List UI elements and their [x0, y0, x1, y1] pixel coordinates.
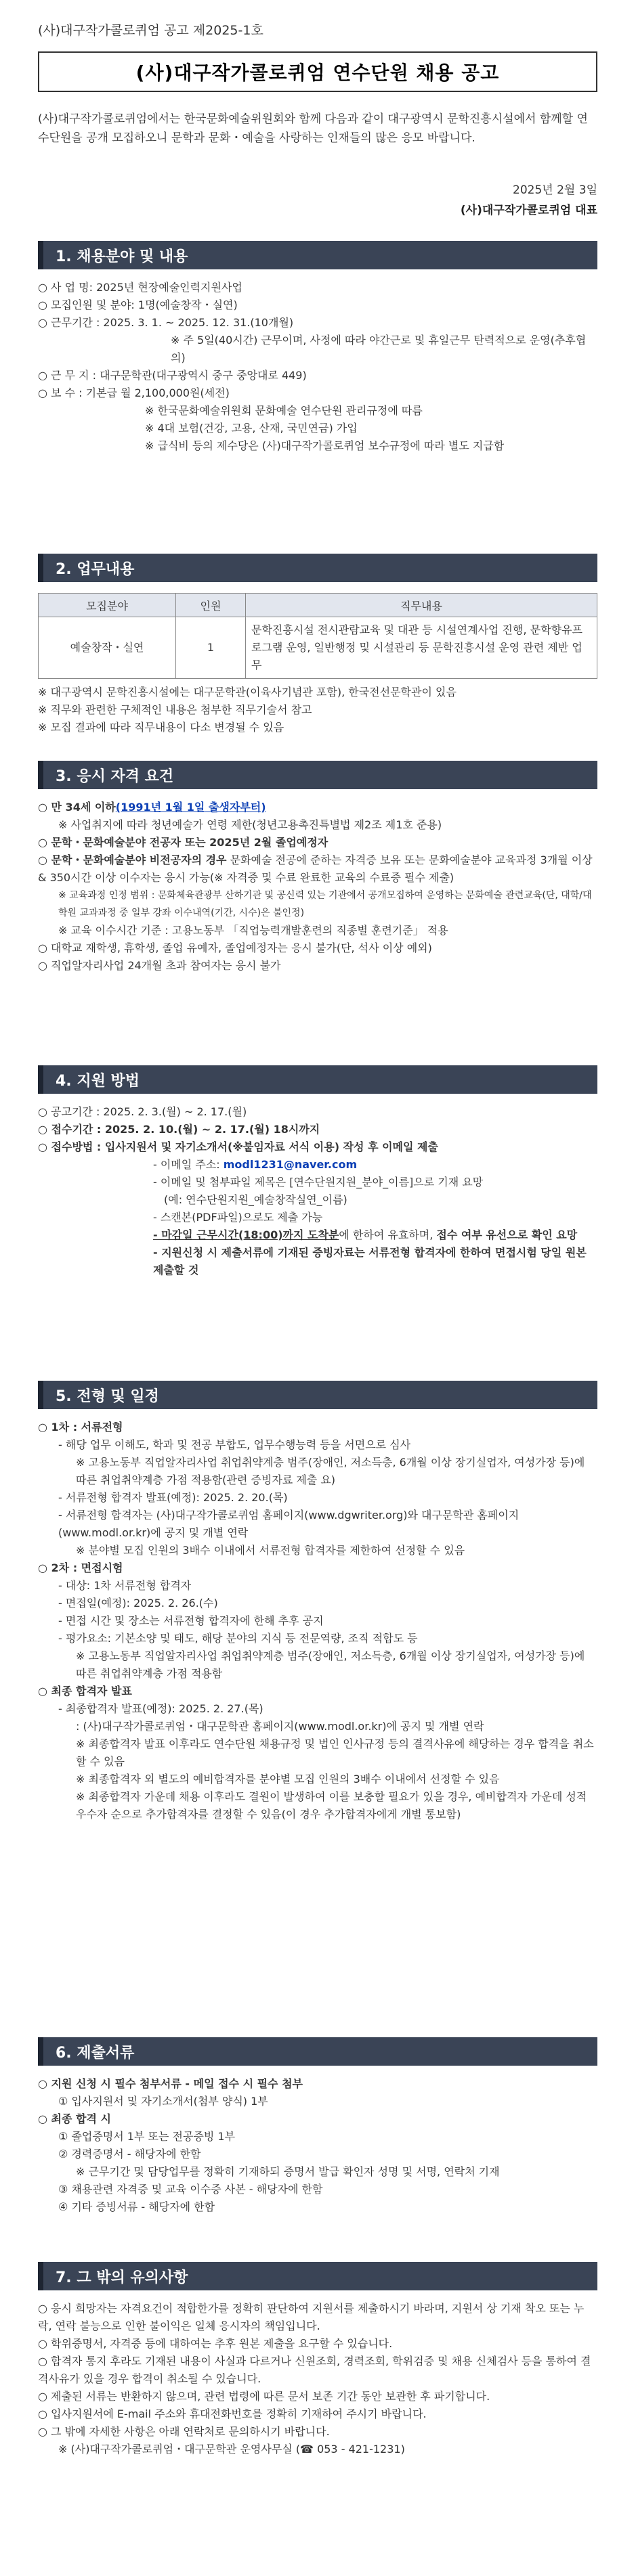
s7-line: ○ 그 밖에 자세한 사항은 아래 연락처로 문의하시기 바랍니다. — [38, 2425, 330, 2438]
s6-line: ③ 채용관련 자격증 및 교육 이수증 사본 - 해당자에 한함 — [58, 2183, 323, 2196]
s6-line: ① 졸업증명서 1부 또는 전공증빙 1부 — [58, 2130, 236, 2143]
s1-line: ○ 근무기간 : 2025. 3. 1. ~ 2025. 12. 31.(10개월) — [38, 316, 294, 329]
table-cell: 1 — [176, 617, 246, 679]
section-7-body — [38, 2300, 597, 2458]
signature: (사)대구작가콜로퀴엄 대표 — [460, 204, 597, 217]
s4-line: ○ 접수방법 : 입사지원서 및 자기소개서(※붙임자료 서식 이용) 작성 후 이메일 제출 — [38, 1140, 438, 1153]
s4-line — [38, 1156, 597, 1174]
s5-line: : (사)대구작가콜로퀴엄・대구문학관 홈페이지(www.modl.or.kr)에 공지 및 개별 연락 — [76, 1720, 484, 1733]
s7-contact: ※ (사)대구작가콜로퀴엄・대구문학관 운영사무실 (☎ 053 - 421-1231) — [58, 2443, 405, 2456]
s1-line: ※ 급식비 등의 제수당은 (사)대구작가콜로퀴엄 보수규정에 따라 별도 지급함 — [145, 439, 505, 452]
s6-line: ② 경력증명서 - 해당자에 한함 — [58, 2148, 201, 2160]
s3-nonmajor: ○ 문학・문화예술분야 비전공자의 경우 — [38, 853, 227, 866]
duty-table-header — [39, 594, 597, 617]
s6-line: ○ 지원 신청 시 필수 첨부서류 - 메일 접수 시 필수 첨부 — [38, 2077, 303, 2090]
s5-line: ※ 고용노동부 직업알자리사업 취업취약계층 범주(장애인, 저소득층, 6개월 이상 장기실업자, 여성가장 등)에 따른 취업취약계층 가점 적용함 — [76, 1649, 585, 1680]
s7-line: ○ 응시 희망자는 자격요건이 적합한가를 정확히 판단하여 지원서를 제출하시기 바라며, 지원서 상 기재 착오 또는 누락, 연락 불능으로 인한 불이익은 일체 응시자의 책임입니다. — [38, 2302, 585, 2332]
s3-line: ○ 직업알자리사업 24개월 초과 참여자는 응시 불가 — [38, 959, 281, 972]
intro-text: (사)대구작가콜로퀴엄에서는 한국문화예술위원회와 함께 다음과 같이 대구광역시 문학진흥시설에서 함께할 연수단원을 공개 모집하오니 문학과 문화・예술을 사랑하는 인재들의 많은 응모 바랍니다. — [38, 112, 588, 145]
section-6-body — [38, 2075, 597, 2216]
section-3-header: 3. 응시 자격 요건 — [38, 761, 597, 789]
section-5-body — [38, 1419, 597, 1823]
s7-line: ○ 입사지원서에 E-mail 주소와 휴대전화번호를 정확히 기재하여 주시기 바랍니다. — [38, 2407, 427, 2420]
s5-line: - 평가요소: 기본소양 및 태도, 해당 분야의 지식 등 전문역량, 조직 적합도 등 — [58, 1632, 418, 1645]
table-cell: 문학진흥시설 전시관람교육 및 대관 등 시설연계사업 진행, 문학향유프로그램 운영, 일반행정 및 시설관리 등 문학진흥시설 운영 관련 제반 업무 — [246, 617, 597, 679]
s3-line: ○ 문학・문화예술분야 전공자 또는 2025년 2월 졸업예정자 — [38, 836, 328, 849]
deadline-note: - 마감일 근무시간(18:00)까지 도착분 — [153, 1228, 339, 1241]
s3-line: ※ 교육과정 인정 범위 : 문화체육관광부 산하기관 및 공신력 있는 기관에서 공개모집하여 운영하는 문화예술 관련교육(단, 대학/대학원 교과과정 중 일부 강좌 이수내역(기간, 시수)은 불인정) — [58, 890, 592, 918]
s3-line: ※ 사업취지에 따라 청년예술가 연령 제한(청년고용촉진특별법 제2조 제1호 준용) — [58, 818, 442, 831]
section-5-header: 5. 전형 및 일정 — [38, 1381, 597, 1409]
deadline-desc: 에 한하여 유효하며, — [339, 1228, 437, 1241]
s1-line: ○ 사 업 명: 2025년 현장예술인력지원사업 — [38, 281, 242, 294]
s1-line: ○ 근 무 지 : 대구문학관(대구광역시 중구 중앙대로 449) — [38, 369, 307, 382]
s1-line: ※ 한국문화예술위원회 문화예술 연수단원 관리규정에 따름 — [145, 404, 423, 417]
email-label: - 이메일 주소: — [153, 1158, 224, 1171]
s6-line: ④ 기타 증빙서류 - 해당자에 한함 — [58, 2200, 215, 2213]
s5-line: - 최종합격자 발표(예정): 2025. 2. 27.(목) — [58, 1702, 263, 1715]
s1-line: ○ 모집인원 및 분야: 1명(예술창작・실연) — [38, 298, 238, 311]
email-link[interactable]: modl1231@naver.com — [223, 1158, 358, 1171]
s5-line: ※ 최종합격자 가운데 채용 이후라도 결원이 발생하여 이를 보충할 필요가 있을 경우, 예비합격자 가운데 성적 우수자 순으로 추가합격자를 결정할 수 있음(이 경우 추가합격자에게 개별 통보함) — [76, 1790, 587, 1821]
s3-birth: (1991년 1월 1일 출생자부터) — [115, 801, 266, 814]
section-1-body — [38, 279, 597, 455]
s4-line: - 지원신청 시 제출서류에 기재된 증빙자료는 서류전형 합격자에 한하여 면접시험 당일 원본 제출할 것 — [153, 1246, 587, 1276]
s3-line: ※ 교육 이수시간 기준 : 고용노동부 「직업능력개발훈련의 직종별 훈련기준」 적용 — [58, 924, 448, 937]
section-6-header: 6. 제출서류 — [38, 2037, 597, 2066]
section-1-header: 1. 채용분야 및 내용 — [38, 241, 597, 269]
section-4-body — [38, 1103, 597, 1279]
s5-line: ※ 최종합격자 발표 이후라도 연수단원 채용규정 및 법인 인사규정 등의 결격사유에 해당하는 경우 합격을 취소할 수 있음 — [76, 1737, 594, 1768]
s1-line: ※ 주 5일(40시간) 근무이며, 사정에 따라 야간근로 및 휴일근무 탄력적으로 운영(추후협의) — [171, 334, 587, 364]
s3-line — [38, 851, 597, 887]
s7-line: ○ 제출된 서류는 반환하지 않으며, 관련 법령에 따른 문서 보존 기간 동안 보관한 후 파기합니다. — [38, 2390, 490, 2403]
page-title: (사)대구작가콜로퀴엄 연수단원 채용 공고 — [38, 51, 597, 92]
s2-note: ※ 직무와 관련한 구체적인 내용은 첨부한 직무기술서 참고 — [38, 703, 312, 716]
s5-line: ○ 최종 합격자 발표 — [38, 1685, 132, 1697]
s4-line: ○ 공고기간 : 2025. 2. 3.(월) ~ 2. 17.(월) — [38, 1105, 247, 1118]
s5-line: ※ 최종합격자 외 별도의 예비합격자를 분야별 모집 인원의 3배수 이내에서 선정할 수 있음 — [76, 1773, 500, 1785]
s3-nonmajor-desc: 문화예술 전공에 준하는 자격증 보유 또는 문화예술분야 교육과정 3개월 이상 & 350시간 이상 이수자는 응시 가능(※ 자격증 및 수료 완료한 교육의 수료증 필수 제출) — [38, 853, 593, 884]
col-header: 인원 — [176, 594, 246, 617]
s4-line: - 스캔본(PDF파일)으로도 제출 가능 — [153, 1211, 323, 1224]
s5-line: - 서류전형 합격자 발표(예정): 2025. 2. 20.(목) — [58, 1491, 288, 1504]
s6-line: ① 입사지원서 및 자기소개서(첨부 양식) 1부 — [58, 2095, 268, 2108]
s1-line: ○ 보 수 : 기본급 월 2,100,000원(세전) — [38, 386, 230, 399]
s6-line: ○ 최종 합격 시 — [38, 2112, 111, 2125]
table-cell: 예술창작・실연 — [39, 617, 176, 679]
section-4-header: 4. 지원 방법 — [38, 1065, 597, 1094]
s3-age: ○ 만 34세 이하 — [38, 801, 116, 814]
s5-line: - 면접일(예정): 2025. 2. 26.(수) — [58, 1597, 218, 1609]
s2-note: ※ 모집 결과에 따라 직무내용이 다소 변경될 수 있음 — [38, 721, 284, 734]
s3-line: ○ 대학교 재학생, 휴학생, 졸업 유예자, 졸업예정자는 응시 불가(단, 석사 이상 예외) — [38, 941, 432, 954]
s4-line — [38, 1226, 597, 1244]
s5-line: - 대상: 1차 서류전형 합격자 — [58, 1579, 192, 1592]
s1-line: ※ 4대 보험(건강, 고용, 산재, 국민연금) 가입 — [145, 422, 358, 435]
section-7-header: 7. 그 밖의 유의사항 — [38, 2262, 597, 2290]
col-header: 모집분야 — [39, 594, 176, 617]
duty-table — [38, 593, 597, 679]
deadline-check: 접수 여부 유선으로 확인 요망 — [436, 1228, 578, 1241]
s7-line: ○ 학위증명서, 자격증 등에 대하여는 추후 원본 제출을 요구할 수 있습니다. — [38, 2337, 393, 2350]
s5-line: - 해당 업무 이해도, 학과 및 전공 부합도, 업무수행능력 등을 서면으로 심사 — [58, 1438, 411, 1451]
section-2-notes — [38, 684, 597, 736]
s3-line — [38, 799, 597, 816]
notice-number: (사)대구작가콜로퀴엄 공고 제2025-1호 — [38, 23, 263, 38]
s5-line: - 면접 시간 및 장소는 서류전형 합격자에 한해 추후 공지 — [58, 1614, 324, 1627]
section-3-body — [38, 799, 597, 975]
s4-line: ○ 접수기간 : 2025. 2. 10.(월) ~ 2. 17.(월) 18시까지 — [38, 1123, 320, 1136]
s5-line: - 서류전형 합격자는 (사)대구작가콜로퀴엄 홈페이지(www.dgwriter.org)와 대구문학관 홈페이지(www.modl.or.kr)에 공지 및 개별 연락 — [58, 1509, 520, 1539]
s6-line: ※ 근무기간 및 담당업무를 정확히 기재하되 증명서 발급 확인자 성명 및 서명, 연락처 기재 — [76, 2165, 500, 2178]
s5-line: ※ 고용노동부 직업알자리사업 취업취약계층 범주(장애인, 저소득층, 6개월 이상 장기실업자, 여성가장 등)에 따른 취업취약계층 가점 적용함(관련 증빙자료 제출 요) — [76, 1456, 585, 1486]
s2-note: ※ 대구광역시 문학진흥시설에는 대구문학관(이육사기념관 포함), 한국전선문학관이 있음 — [38, 686, 457, 698]
section-2-header: 2. 업무내용 — [38, 554, 597, 582]
s5-line: ○ 2차 : 면접시험 — [38, 1561, 123, 1574]
s5-line: ○ 1차 : 서류전형 — [38, 1421, 123, 1434]
s4-line: (예: 연수단원지원_예술창작실연_이름) — [164, 1193, 347, 1206]
s5-line: ※ 분야별 모집 인원의 3배수 이내에서 서류전형 합격자를 제한하여 선정할 수 있음 — [76, 1544, 465, 1557]
notice-date: 2025년 2월 3일 — [513, 183, 597, 197]
col-header: 직무내용 — [246, 594, 597, 617]
s4-line: - 이메일 및 첨부파일 제목은 [연수단원지원_분야_이름]으로 기재 요망 — [153, 1176, 484, 1189]
table-row — [39, 617, 597, 679]
s7-line: ○ 합격자 통지 후라도 기재된 내용이 사실과 다르거나 신원조회, 경력조회, 학위검증 및 채용 신체검사 등을 통하여 결격사유가 있을 경우 합격이 취소될 수 있습니다. — [38, 2355, 591, 2385]
